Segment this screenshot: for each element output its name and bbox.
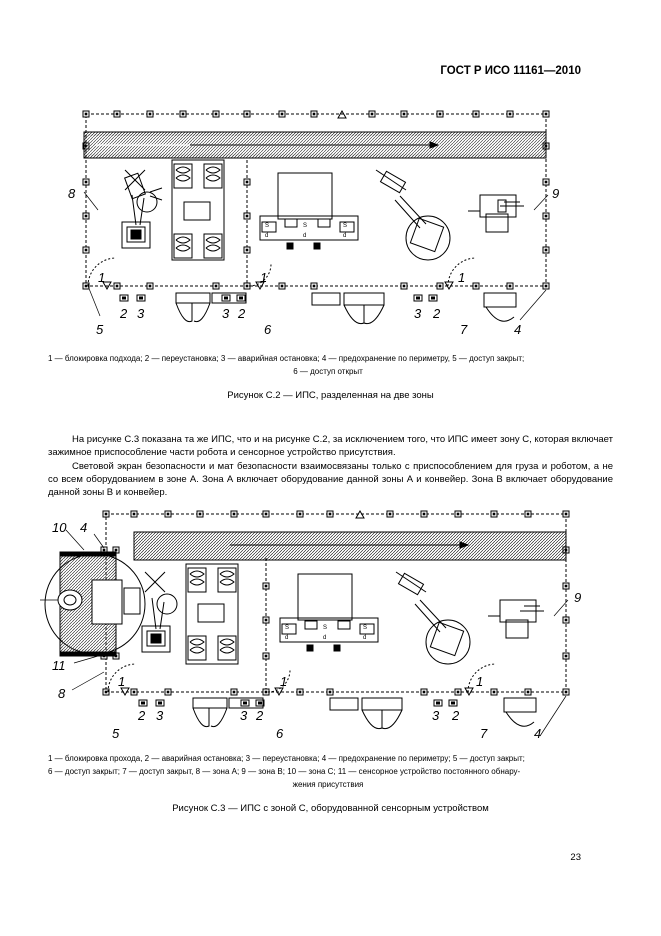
zone-b-station	[488, 600, 544, 638]
svg-text:S: S	[323, 625, 328, 631]
label-6: 6	[276, 726, 284, 741]
label-7: 7	[480, 726, 488, 741]
label-1: 1	[260, 270, 268, 285]
figure-c2-diagram	[0, 110, 661, 345]
label-4: 4	[80, 520, 88, 535]
label-10: 10	[52, 520, 67, 535]
label-2: 2	[256, 708, 264, 723]
svg-text:d: d	[303, 233, 307, 239]
label-2: 2	[138, 708, 146, 723]
access-doors	[88, 258, 516, 324]
access-doors	[108, 664, 536, 729]
label-9: 9	[552, 186, 560, 201]
svg-text:S: S	[363, 625, 368, 631]
zone-b-station	[468, 195, 524, 232]
zone-c-sensor-area	[40, 552, 145, 656]
svg-text:S: S	[285, 625, 290, 631]
label-3: 3	[137, 306, 145, 321]
figure-c3-legend: 1 — блокировка прохода, 2 — аварийная остановка; 3 — переустановка; 4 — предохранение по периметру; 5 — доступ закрыт; 6 — доступ закрыт; 7 — доступ закрыт, 8 — зона А; 9 — зона В; 10 — зона С; 11 — сенсорное устройство постоянного обнару- жения присутствия	[48, 754, 525, 789]
label-5: 5	[112, 726, 120, 741]
svg-text:d: d	[265, 233, 269, 239]
label-1: 1	[458, 270, 466, 285]
label-2: 2	[433, 306, 441, 321]
svg-text:d: d	[323, 635, 327, 641]
svg-text:S: S	[303, 223, 308, 229]
label-11: 11	[52, 658, 66, 673]
label-8: 8	[58, 686, 66, 701]
operator-buttons	[139, 700, 457, 706]
zone-b-robot	[396, 572, 470, 664]
svg-text:d: d	[285, 635, 289, 641]
zone-b-robot	[376, 170, 450, 260]
figure-c2-caption: Рисунок С.2 — ИПС, разделенная на две зоны	[227, 390, 434, 401]
label-4: 4	[534, 726, 542, 741]
paragraph: Световой экран безопасности и мат безопасности взаимосвязаны только с приспособлением для груза и роботом, а не со всем оборудованием в зоне А. Зона А включает оборудование данной зоны А и конвейер. Зона В включает оборудование данной зоны В и конвейер.	[48, 460, 613, 499]
figure-c3-diagram	[0, 508, 661, 748]
zone-a-robot	[142, 572, 177, 652]
label-1: 1	[98, 270, 106, 285]
svg-text:S: S	[265, 223, 270, 229]
conveyor	[84, 132, 546, 158]
svg-text:d: d	[343, 233, 347, 239]
label-3: 3	[432, 708, 440, 723]
zone-a-robot	[122, 170, 162, 248]
figure-c3-caption: Рисунок С.3 — ИПС с зоной С, оборудованной сенсорным устройством	[172, 803, 489, 814]
label-3: 3	[240, 708, 248, 723]
label-1: 1	[476, 674, 484, 689]
standard-header: ГОСТ Р ИСО 11161—2010	[440, 65, 581, 77]
label-8: 8	[68, 186, 76, 201]
paragraph: На рисунке С.3 показана та же ИПС, что и на рисунке С.2, за исключением того, что ИПС имеет зону С, которая включает зажимное приспособление части робота и сенсорное устройство присутствия.	[48, 434, 613, 459]
page-number: 23	[570, 852, 581, 863]
zone-a-fixture	[186, 564, 238, 664]
label-1: 1	[118, 674, 126, 689]
label-5: 5	[96, 322, 104, 337]
label-3: 3	[156, 708, 164, 723]
svg-text:S: S	[343, 223, 348, 229]
label-9: 9	[574, 590, 582, 605]
label-2: 2	[120, 306, 128, 321]
label-6: 6	[264, 322, 272, 337]
label-3: 3	[414, 306, 422, 321]
label-3: 3	[222, 306, 230, 321]
label-2: 2	[452, 708, 460, 723]
label-4: 4	[514, 322, 522, 337]
svg-text:d: d	[363, 635, 367, 641]
figure-c2-legend: 1 — блокировка подхода; 2 — переустановка; 3 — аварийная остановка; 4 — предохранение по периметру, 5 — доступ закрыт; 6 — доступ открыт	[48, 354, 525, 376]
body-text	[48, 433, 613, 499]
conveyor	[134, 532, 566, 560]
operator-buttons	[120, 295, 437, 301]
label-7: 7	[460, 322, 468, 337]
label-2: 2	[238, 306, 246, 321]
label-1: 1	[280, 674, 288, 689]
